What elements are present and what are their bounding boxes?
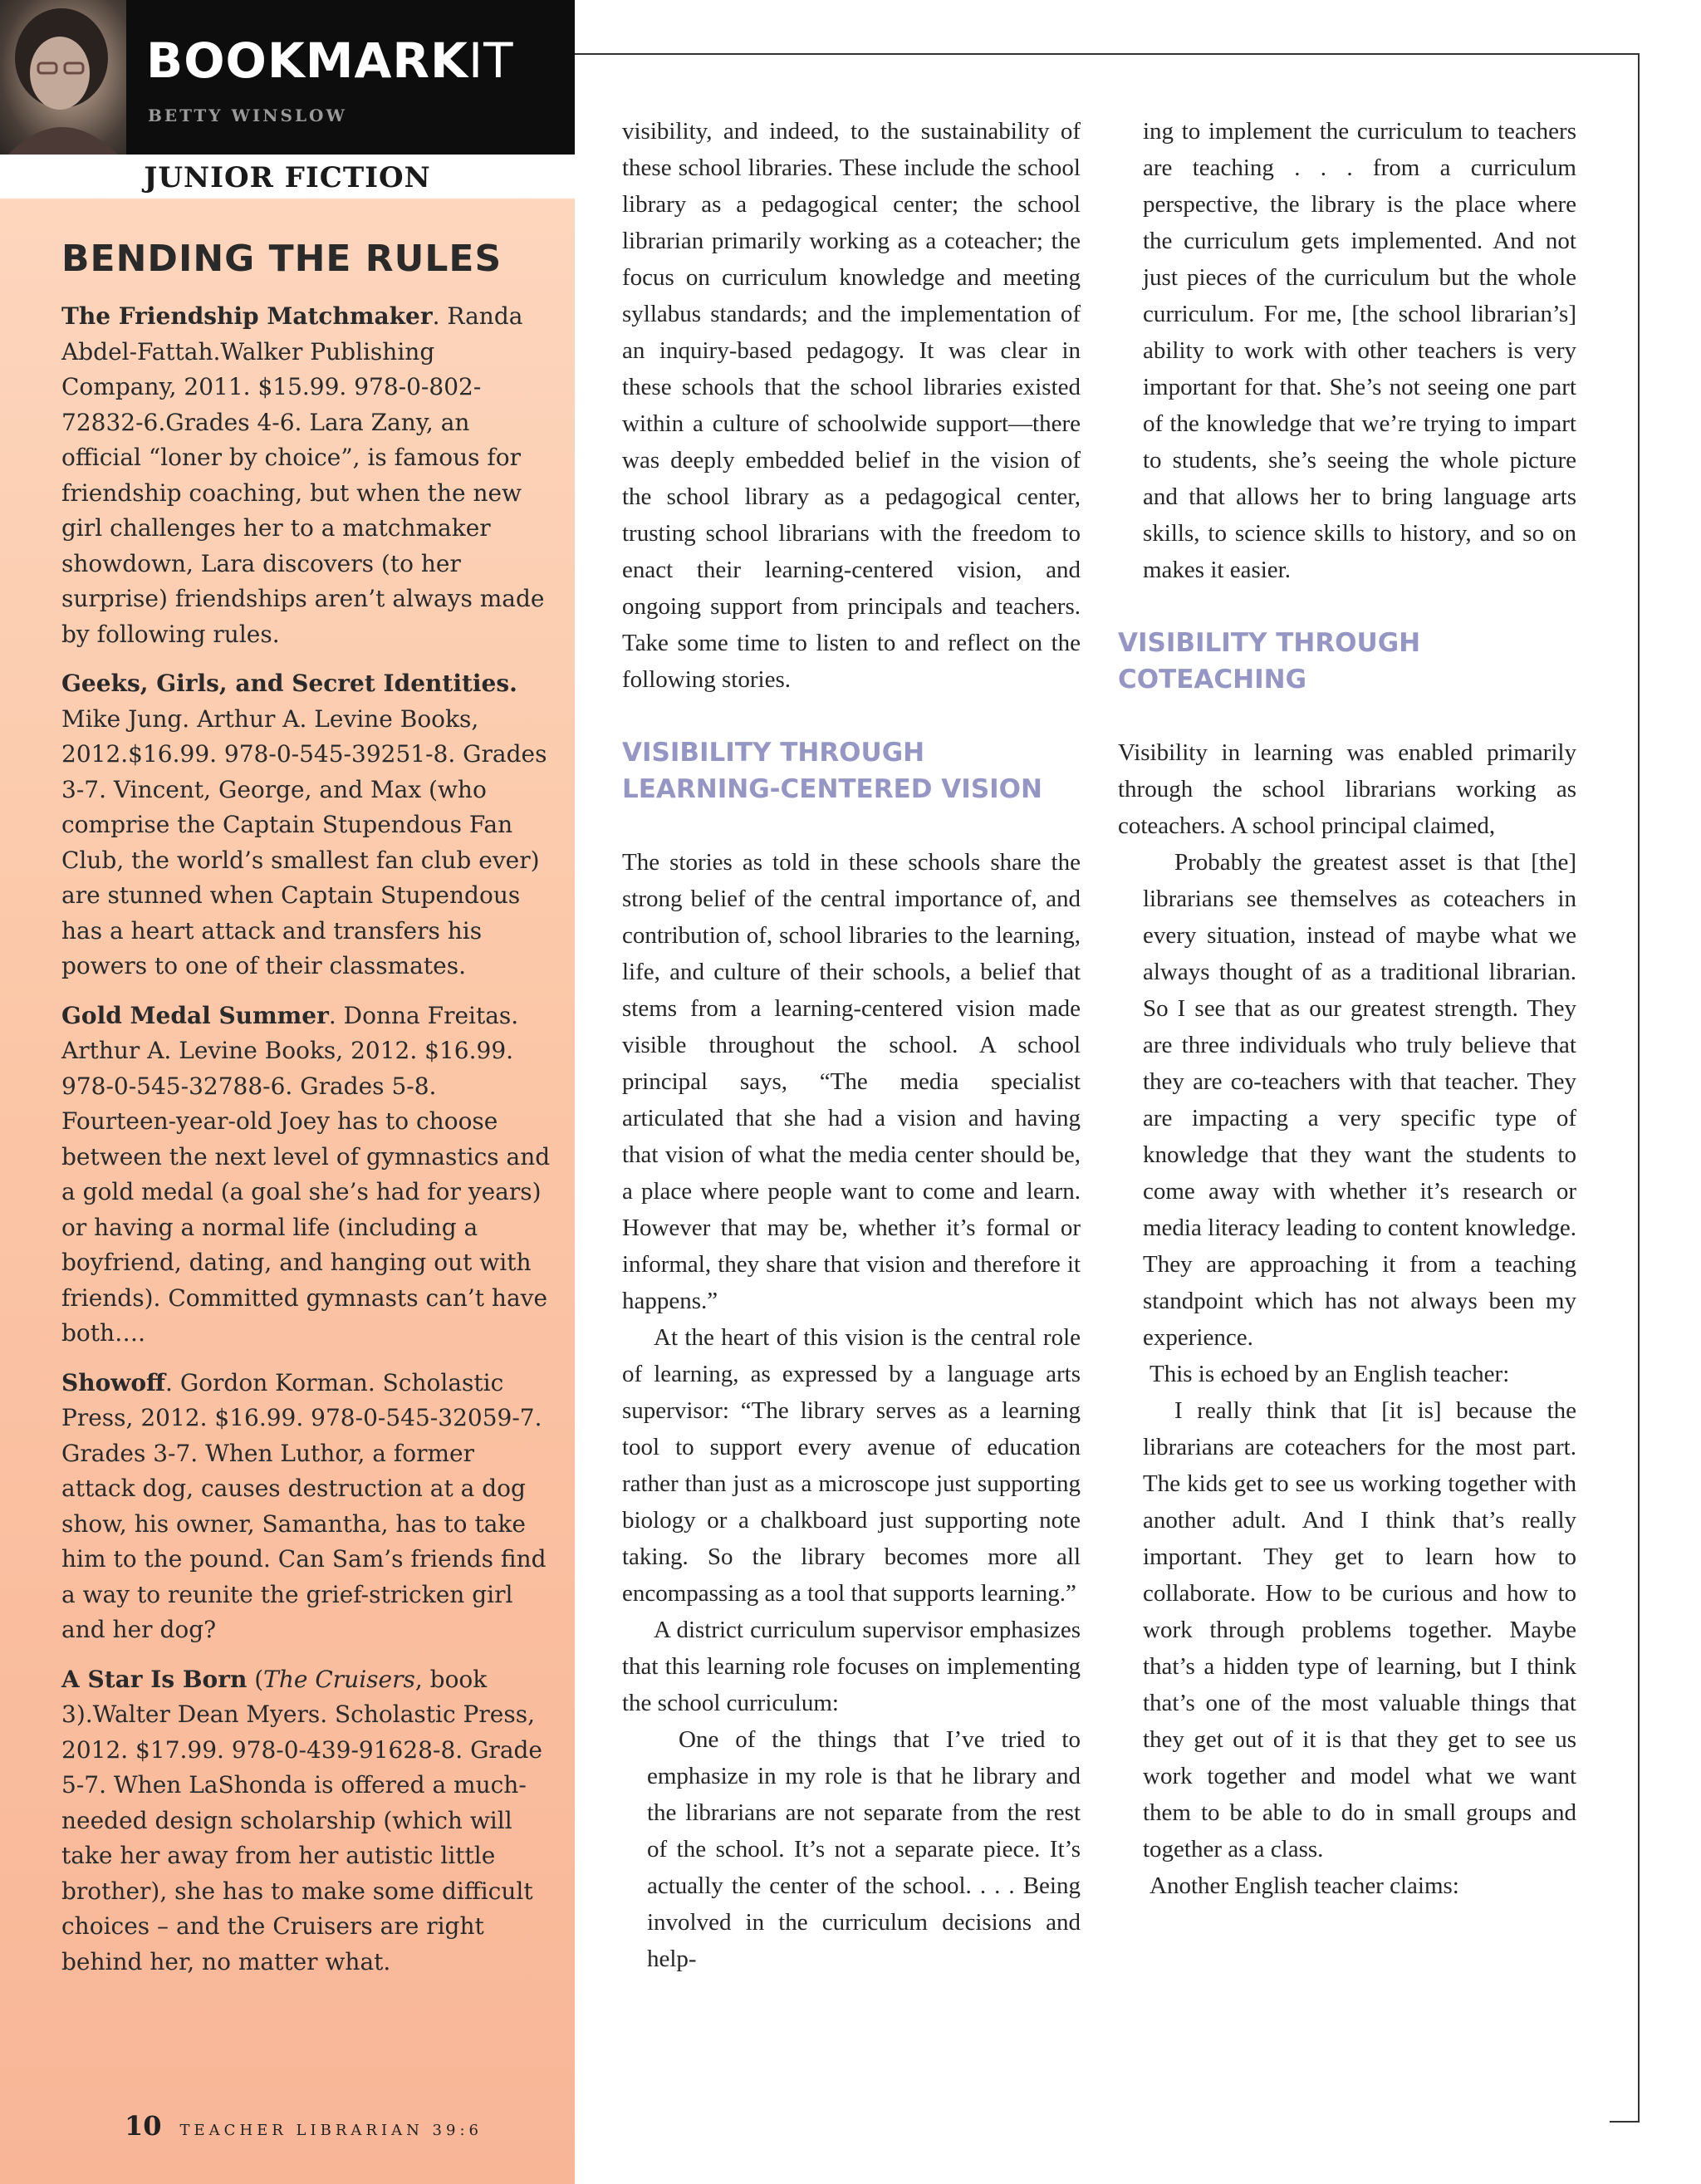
section-heading: VISIBILITY THROUGH LEARNING-CENTERED VISION bbox=[622, 738, 1042, 804]
author-photo bbox=[0, 0, 126, 155]
section-heading: VISIBILITY THROUGH COTEACHING bbox=[1118, 628, 1421, 694]
sidebar bbox=[0, 0, 575, 2184]
paragraph: This is echoed by an English teacher: bbox=[1150, 1361, 1510, 1387]
sidebar-heading: BENDING THE RULES bbox=[61, 238, 502, 280]
review-item bbox=[61, 1662, 551, 1980]
paragraph: visibility, and indeed, to the sustainability of these school libraries. These include the school library as a pedagogical center; the school librarian primarily working as a coteacher; the focus on curriculum knowledge and meeting syllabus standards; and the implementation of an inquiry-based pedagogy. It was clear in these schools that the school libraries existed within a culture of schoolwide support—there was deeply embedded belief in the vision of the school library as a pedagogical center, trusting school librarians with the freedom to enact their learning-centered vision, and ongoing support from principals and teachers. Take some time to listen to and reflect on the following stories. bbox=[622, 118, 1081, 693]
portrait-icon bbox=[0, 0, 126, 155]
review-item bbox=[61, 666, 551, 984]
frame-corner-tick bbox=[1610, 2121, 1640, 2123]
column-author: BETTY WINSLOW bbox=[148, 106, 347, 125]
column-title: BOOKMARKIT bbox=[146, 32, 514, 89]
review-text: . Donna Freitas. Arthur A. Levine Books, 2012. $16.99. 978-0-545-32788-6. Grades 5-8. Fourteen-year-old Joey has to choose between the next level of gymnastics and a gold medal (a goal she’s had for years) or having a normal life (including a boyfriend, dating, and hanging out with friends). Committed gymnasts can’t have both…. bbox=[61, 1001, 551, 1347]
page-number: 10 bbox=[125, 2110, 162, 2142]
review-item bbox=[61, 1366, 551, 1648]
book-title: Showoff bbox=[61, 1368, 166, 1396]
block-quote: One of the things that I’ve tried to emphasize in my role is that he library and the librarians are not separate from the rest of the school. It’s not a separate piece. It’s actually the center of the school. . . . Being involved in the curriculum decisions and help- bbox=[647, 1726, 1081, 1972]
block-quote: I really think that [it is] because the librarians are coteachers for the most part. The kids get to see us working together with another adult. And I think that’s really important. They get to learn how to collaborate. How to be curious and how to work through problems together. Maybe that’s a hidden type of learning, but I think that’s one of the most valuable things that they get out of it is that they get to see us work together and model what we want them to be able to do in small groups and together as a class. bbox=[1143, 1397, 1576, 1863]
review-text: . Gordon Korman. Scholastic Press, 2012. $16.99. 978-0-545-32059-7. Grades 3-7. When Luthor, a former attack dog, causes destruction at a dog show, his owner, Samantha, has to take him to the pound. Can Sam’s friends find a way to reunite the grief-stricken girl and her dog? bbox=[61, 1368, 547, 1643]
series-title: The Cruisers bbox=[263, 1665, 415, 1693]
magazine-issue: TEACHER LIBRARIAN 39:6 bbox=[179, 2122, 483, 2139]
frame-right-rule bbox=[1638, 53, 1640, 2122]
review-text: , book 3).Walter Dean Myers. Scholastic Press, 2012. $17.99. 978-0-439-91628-8. Grade 5-7. When LaShonda is offered a much-needed design scholarship (which will take her away from her autistic little brother), she has to make some difficult choices – and the Cruisers are right behind her, no matter what. bbox=[61, 1665, 543, 1975]
page-footer bbox=[125, 2110, 483, 2142]
article-column-1 bbox=[622, 113, 1081, 1977]
paragraph: At the heart of this vision is the central role of learning, as expressed by a language arts supervisor: “The library serves as a learning tool to support every avenue of education rather than just as a microscope just supporting biology or a chalkboard just supporting note taking. So the library becomes more all encompassing as a tool that supports learning.” bbox=[622, 1324, 1081, 1607]
book-title: Gold Medal Summer bbox=[61, 1001, 329, 1029]
paragraph: The stories as told in these schools share the strong belief of the central importance of, and contribution of, school libraries to the learning, life, and culture of their schools, a belief that stems from a learning-centered vision made visible throughout the school. A school principal says, “The media specialist articulated that she had a vision and having that vision of what the media center should be, a place where people want to come and learn. However that may be, whether it’s formal or informal, they share that vision and therefore it happens.” bbox=[622, 849, 1081, 1314]
book-title: A Star Is Born bbox=[61, 1665, 248, 1693]
book-title: Geeks, Girls, and Secret Identities. bbox=[61, 670, 517, 697]
review-text: . Randa Abdel-Fattah.Walker Publishing Company, 2011. $15.99. 978-0-802-72832-6.Grades 4-6. Lara Zany, an official “loner by choice”, is famous for friendship coaching, but when the new girl challenges her to a matchmaker showdown, Lara discovers (to her surprise) friendships aren’t always made by following rules. bbox=[61, 302, 545, 648]
column-banner bbox=[0, 0, 575, 155]
paragraph: Visibility in learning was enabled primarily through the school librarians working as coteachers. A school principal claimed, bbox=[1118, 739, 1576, 839]
review-text: Mike Jung. Arthur A. Levine Books, 2012.$16.99. 978-0-545-39251-8. Grades 3-7. Vincent, George, and Max (who comprise the Captain Stupendous Fan Club, the world’s smallest fan club ever) are stunned when Captain Stupendous has a heart attack and transfers his powers to one of their classmates. bbox=[61, 704, 547, 979]
block-quote: Probably the greatest asset is that [the] librarians see themselves as coteachers in every situation, instead of maybe what we always thought of as a traditional librarian. So I see that as our greatest strength. They are three individuals who truly believe that they are co-teachers with that teacher. They are impacting a very specific type of knowledge that they want the students to come away with whether it’s research or media literacy leading to content knowledge. They are approaching it from a teaching standpoint which has not always been my experience. bbox=[1143, 849, 1576, 1351]
article-column-2 bbox=[1118, 113, 1576, 1904]
review-item bbox=[61, 299, 551, 652]
book-title: The Friendship Matchmaker bbox=[61, 302, 433, 330]
review-item bbox=[61, 999, 551, 1352]
block-quote: ing to implement the curriculum to teachers are teaching . . . from a curriculum perspective, the library is the place where the curriculum gets implemented. And not just pieces of the curriculum but the whole curriculum. For me, [the school librarian’s] ability to work with other teachers is very important for that. She’s not seeing one part of the knowledge that we’re trying to impart to students, she’s seeing the whole picture and that allows her to bring language arts skills, to science skills to history, and so on makes it easier. bbox=[1143, 118, 1576, 583]
paragraph: A district curriculum supervisor emphasizes that this learning role focuses on implementing the school curriculum: bbox=[622, 1617, 1081, 1716]
frame-top-rule bbox=[575, 53, 1640, 55]
title-paren: ( bbox=[247, 1665, 264, 1693]
section-label: JUNIOR FICTION bbox=[144, 161, 431, 194]
paragraph: Another English teacher claims: bbox=[1150, 1872, 1459, 1899]
review-list bbox=[61, 299, 551, 1994]
